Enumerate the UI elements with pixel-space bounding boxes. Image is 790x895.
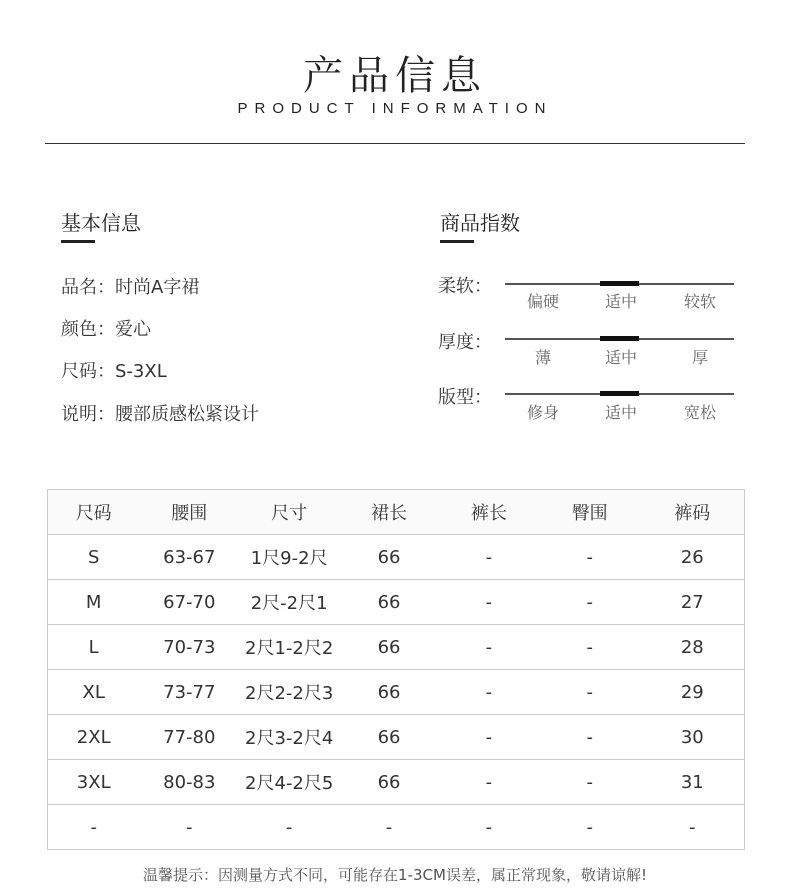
table-row xyxy=(48,670,745,715)
table-cell: 1尺9-2尺 xyxy=(239,535,339,580)
size-table xyxy=(47,489,745,850)
table-cell: - xyxy=(439,670,539,715)
index-option: 修身 xyxy=(526,403,559,422)
table-header-cell: 裤码 xyxy=(641,490,745,535)
index-selected-marker xyxy=(600,336,639,341)
table-cell: 77-80 xyxy=(139,715,239,760)
table-cell: 28 xyxy=(641,625,745,670)
product-index-heading: 商品指数 xyxy=(440,211,520,235)
table-header-cell: 裤长 xyxy=(439,490,539,535)
index-selected-marker xyxy=(600,391,639,396)
table-cell: - xyxy=(439,760,539,805)
info-value: S-3XL xyxy=(115,361,167,382)
index-option: 较软 xyxy=(683,292,716,311)
info-value: 爱心 xyxy=(115,319,151,340)
table-row xyxy=(48,535,745,580)
table-cell: - xyxy=(439,625,539,670)
info-label: 尺码： xyxy=(61,361,115,382)
table-row xyxy=(48,715,745,760)
page-subtitle: PRODUCT INFORMATION xyxy=(237,100,553,117)
info-row-color xyxy=(61,315,151,341)
table-cell: - xyxy=(439,535,539,580)
table-cell: 2尺1-2尺2 xyxy=(239,625,339,670)
table-cell: - xyxy=(239,805,339,850)
product-index-underline xyxy=(440,240,474,243)
index-selected-marker xyxy=(600,281,639,286)
table-cell: - xyxy=(539,580,641,625)
info-label: 说明： xyxy=(61,404,115,425)
index-option: 适中 xyxy=(604,403,637,422)
table-cell: 27 xyxy=(641,580,745,625)
index-option: 厚 xyxy=(691,348,708,367)
index-label-fit: 版型： xyxy=(438,387,492,408)
table-cell: 29 xyxy=(641,670,745,715)
table-cell: XL xyxy=(48,670,140,715)
index-option: 适中 xyxy=(604,292,637,311)
table-cell: 80-83 xyxy=(139,760,239,805)
table-header-cell: 尺寸 xyxy=(239,490,339,535)
table-cell: - xyxy=(439,580,539,625)
index-label-softness: 柔软： xyxy=(438,276,492,297)
info-label: 品名： xyxy=(61,277,115,298)
index-option: 偏硬 xyxy=(526,292,559,311)
index-label-thickness: 厚度： xyxy=(438,332,492,353)
table-cell: 3XL xyxy=(48,760,140,805)
table-cell: - xyxy=(641,805,745,850)
table-cell: - xyxy=(539,625,641,670)
table-header-cell: 臀围 xyxy=(539,490,641,535)
index-option: 宽松 xyxy=(683,403,716,422)
table-header-cell: 尺码 xyxy=(48,490,140,535)
table-cell: 2尺-2尺1 xyxy=(239,580,339,625)
table-cell: - xyxy=(48,805,140,850)
table-cell: - xyxy=(539,535,641,580)
table-cell: - xyxy=(539,805,641,850)
table-cell: - xyxy=(339,805,439,850)
basic-info-heading: 基本信息 xyxy=(61,211,141,235)
info-value: 时尚A字裙 xyxy=(115,277,200,298)
table-cell: - xyxy=(539,760,641,805)
table-cell: 66 xyxy=(339,760,439,805)
table-cell: 66 xyxy=(339,535,439,580)
table-cell: 63-67 xyxy=(139,535,239,580)
table-cell: 67-70 xyxy=(139,580,239,625)
table-cell: - xyxy=(539,715,641,760)
table-header-row xyxy=(48,490,745,535)
table-cell: L xyxy=(48,625,140,670)
header-divider xyxy=(45,143,745,144)
info-value: 腰部质感松紧设计 xyxy=(115,404,259,425)
table-cell: M xyxy=(48,580,140,625)
table-cell: 2尺4-2尺5 xyxy=(239,760,339,805)
measurement-note: 温馨提示：因测量方式不同，可能存在1-3CM误差，属正常现象，敬请谅解! xyxy=(143,866,647,884)
info-row-name xyxy=(61,273,199,299)
table-cell: - xyxy=(139,805,239,850)
index-option: 适中 xyxy=(604,348,637,367)
table-cell: 26 xyxy=(641,535,745,580)
info-row-desc xyxy=(61,400,259,426)
table-cell: 2尺3-2尺4 xyxy=(239,715,339,760)
table-cell: 70-73 xyxy=(139,625,239,670)
table-row xyxy=(48,580,745,625)
table-row xyxy=(48,760,745,805)
basic-info-underline xyxy=(61,240,95,243)
table-header-cell: 裙长 xyxy=(339,490,439,535)
table-cell: 31 xyxy=(641,760,745,805)
table-cell: 73-77 xyxy=(139,670,239,715)
table-cell: - xyxy=(439,715,539,760)
info-label: 颜色： xyxy=(61,319,115,340)
table-cell: 66 xyxy=(339,625,439,670)
table-cell: S xyxy=(48,535,140,580)
table-cell: 66 xyxy=(339,670,439,715)
table-cell: - xyxy=(439,805,539,850)
table-cell: 2XL xyxy=(48,715,140,760)
table-cell: - xyxy=(539,670,641,715)
table-header-cell: 腰围 xyxy=(139,490,239,535)
table-cell: 2尺2-2尺3 xyxy=(239,670,339,715)
table-cell: 66 xyxy=(339,580,439,625)
table-cell: 66 xyxy=(339,715,439,760)
page-title: 产品信息 xyxy=(303,53,487,99)
table-cell: 30 xyxy=(641,715,745,760)
table-row xyxy=(48,805,745,850)
table-row xyxy=(48,625,745,670)
index-option: 薄 xyxy=(534,348,551,367)
info-row-size xyxy=(61,357,167,383)
